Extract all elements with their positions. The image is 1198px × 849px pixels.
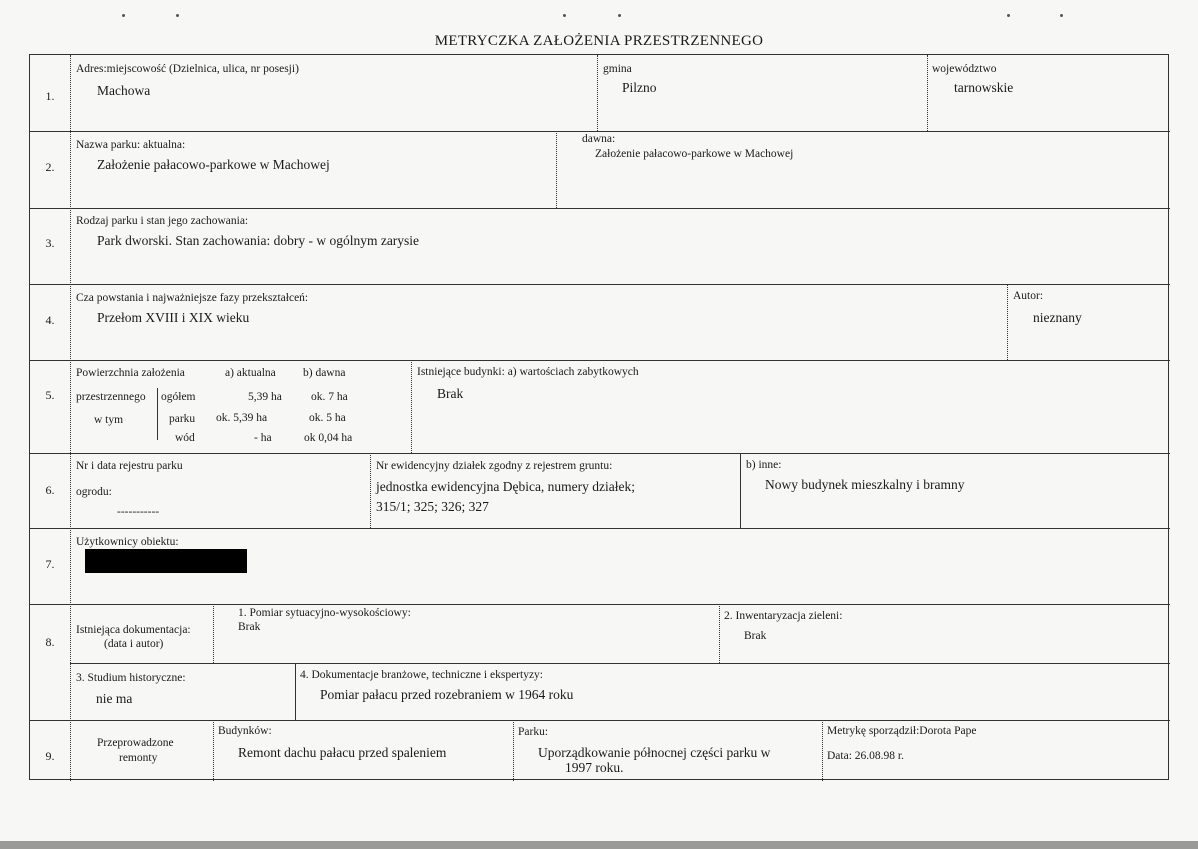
greenery-value: Brak	[744, 630, 767, 642]
row-number: 9.	[45, 749, 55, 763]
technical-docs-label: 4. Dokumentacje branżowe, techniczne i ekspertyzy:	[300, 669, 543, 681]
historical-study-value: nie ma	[96, 691, 133, 706]
gmina-value: Pilzno	[622, 80, 657, 95]
area-park-current: ok. 5,39 ha	[216, 412, 268, 424]
cell-divider	[213, 720, 214, 781]
survey-label: 1. Pomiar sytuacyjno-wysokościowy:	[238, 607, 411, 619]
area-water-current: - ha	[254, 432, 272, 444]
punch-hole	[1060, 14, 1063, 17]
bracket-line	[157, 388, 158, 440]
buildings-value: Brak	[437, 386, 464, 401]
cell-divider	[411, 360, 412, 453]
cell-divider	[822, 720, 823, 781]
form-table	[29, 54, 1169, 780]
other-value: Nowy budynek mieszkalny i bramny	[765, 477, 965, 492]
author-value: nieznany	[1033, 310, 1082, 325]
area-przestrzennego: przestrzennego	[76, 391, 146, 403]
survey-value: Brak	[238, 621, 261, 633]
author-label: Autor:	[1013, 290, 1044, 302]
docs-label-line2: (data i autor)	[104, 638, 164, 650]
area-total-former: ok. 7 ha	[311, 391, 348, 403]
date-label: Data: 26.08.98 r.	[827, 750, 904, 762]
garden-value: -----------	[117, 506, 160, 518]
address-value: Machowa	[97, 83, 151, 98]
park-renov-line1: Uporządkowanie północnej części parku w	[538, 745, 771, 760]
docs-label-line1: Istniejąca dokumentacja:	[76, 624, 191, 636]
park-type-label: Rodzaj parku i stan jego zachowania:	[76, 215, 249, 227]
row-number: 5.	[45, 388, 55, 402]
punch-hole	[563, 14, 566, 17]
punch-hole	[122, 14, 125, 17]
row-number: 4.	[45, 313, 55, 327]
park-name-former-label: dawna:	[582, 133, 616, 145]
area-park-former: ok. 5 ha	[309, 412, 346, 424]
row-number: 6.	[45, 483, 55, 497]
greenery-label: 2. Inwentaryzacja zieleni:	[724, 610, 843, 622]
cell-divider	[927, 55, 928, 131]
voivodeship-label: województwo	[932, 63, 997, 75]
other-label: b) inne:	[746, 459, 782, 471]
buildings-renov-value: Remont dachu pałacu przed spaleniem	[238, 745, 447, 760]
row-divider	[30, 131, 1170, 132]
cell-divider	[370, 453, 371, 528]
park-name-current-label: Nazwa parku: aktualna:	[76, 139, 186, 151]
area-park-label: parku	[169, 413, 196, 425]
park-type-value: Park dworski. Stan zachowania: dobry - w ogólnym zarysie	[97, 233, 420, 248]
plots-line1: jednostka ewidencyjna Dębica, numery działek;	[376, 479, 636, 494]
park-renov-line2: 1997 roku.	[565, 760, 624, 775]
redaction-box	[85, 549, 247, 573]
cell-divider	[556, 131, 557, 208]
cell-divider	[295, 663, 296, 720]
punch-hole	[1007, 14, 1010, 17]
punch-hole	[618, 14, 621, 17]
register-label: Nr i data rejestru parku	[76, 460, 183, 472]
buildings-label: Istniejące budynki: a) wartościach zabytkowych	[417, 366, 639, 378]
voivodeship-value: tarnowskie	[954, 80, 1014, 95]
row-divider	[30, 360, 1170, 361]
scan-edge	[0, 841, 1198, 849]
number-column-divider	[70, 55, 71, 781]
plots-label: Nr ewidencyjny działek zgodny z rejestrem gruntu:	[376, 460, 613, 472]
renovations-label-line1: Przeprowadzone	[97, 737, 174, 749]
row-divider	[30, 453, 1170, 454]
row-divider	[30, 528, 1170, 529]
row-number: 7.	[45, 557, 55, 571]
park-name-former-value: Założenie pałacowo-parkowe w Machowej	[595, 148, 794, 160]
row-divider	[30, 284, 1170, 285]
buildings-renov-label: Budynków:	[218, 725, 272, 737]
prepared-by-label: Metrykę sporządził:Dorota Pape	[827, 725, 977, 737]
row-divider	[70, 663, 1170, 664]
area-w-tym: w tym	[94, 414, 124, 426]
row-divider	[30, 604, 1170, 605]
area-total-label: ogółem	[161, 391, 196, 403]
row-divider	[30, 720, 1170, 721]
cell-divider	[513, 720, 514, 781]
area-water-former: ok 0,04 ha	[304, 432, 353, 444]
row-number: 1.	[45, 89, 55, 103]
cell-divider	[1007, 284, 1008, 360]
punch-hole	[176, 14, 179, 17]
area-label: Powierzchnia założenia	[76, 367, 185, 379]
area-former-header: b) dawna	[303, 367, 346, 379]
technical-docs-value: Pomiar pałacu przed rozebraniem w 1964 roku	[320, 687, 574, 702]
users-label: Użytkownicy obiektu:	[76, 536, 179, 548]
area-water-label: wód	[175, 432, 195, 444]
row-divider	[30, 208, 1170, 209]
cell-divider	[719, 604, 720, 663]
cell-divider	[213, 604, 214, 663]
area-total-current: 5,39 ha	[248, 391, 282, 403]
form-title: METRYCZKA ZAŁOŻENIA PRZESTRZENNEGO	[434, 33, 764, 49]
row-number: 3.	[45, 236, 55, 250]
address-label: Adres:miejscowość (Dzielnica, ulica, nr posesji)	[76, 63, 299, 75]
cell-divider	[740, 453, 741, 528]
historical-study-label: 3. Studium historyczne:	[76, 672, 186, 684]
plots-line2: 315/1; 325; 326; 327	[376, 499, 489, 514]
renovations-label-line2: remonty	[119, 752, 158, 764]
row-number: 8.	[45, 635, 55, 649]
origin-label: Cza powstania i najważniejsze fazy przekształceń:	[76, 292, 309, 304]
park-renov-label: Parku:	[518, 726, 549, 738]
row-number: 2.	[45, 160, 55, 174]
cell-divider	[597, 55, 598, 131]
park-name-current-value: Założenie pałacowo-parkowe w Machowej	[97, 157, 330, 172]
origin-value: Przełom XVIII i XIX wieku	[97, 310, 250, 325]
garden-label: ogrodu:	[76, 486, 112, 498]
gmina-label: gmina	[603, 63, 632, 75]
area-current-header: a) aktualna	[225, 367, 276, 379]
